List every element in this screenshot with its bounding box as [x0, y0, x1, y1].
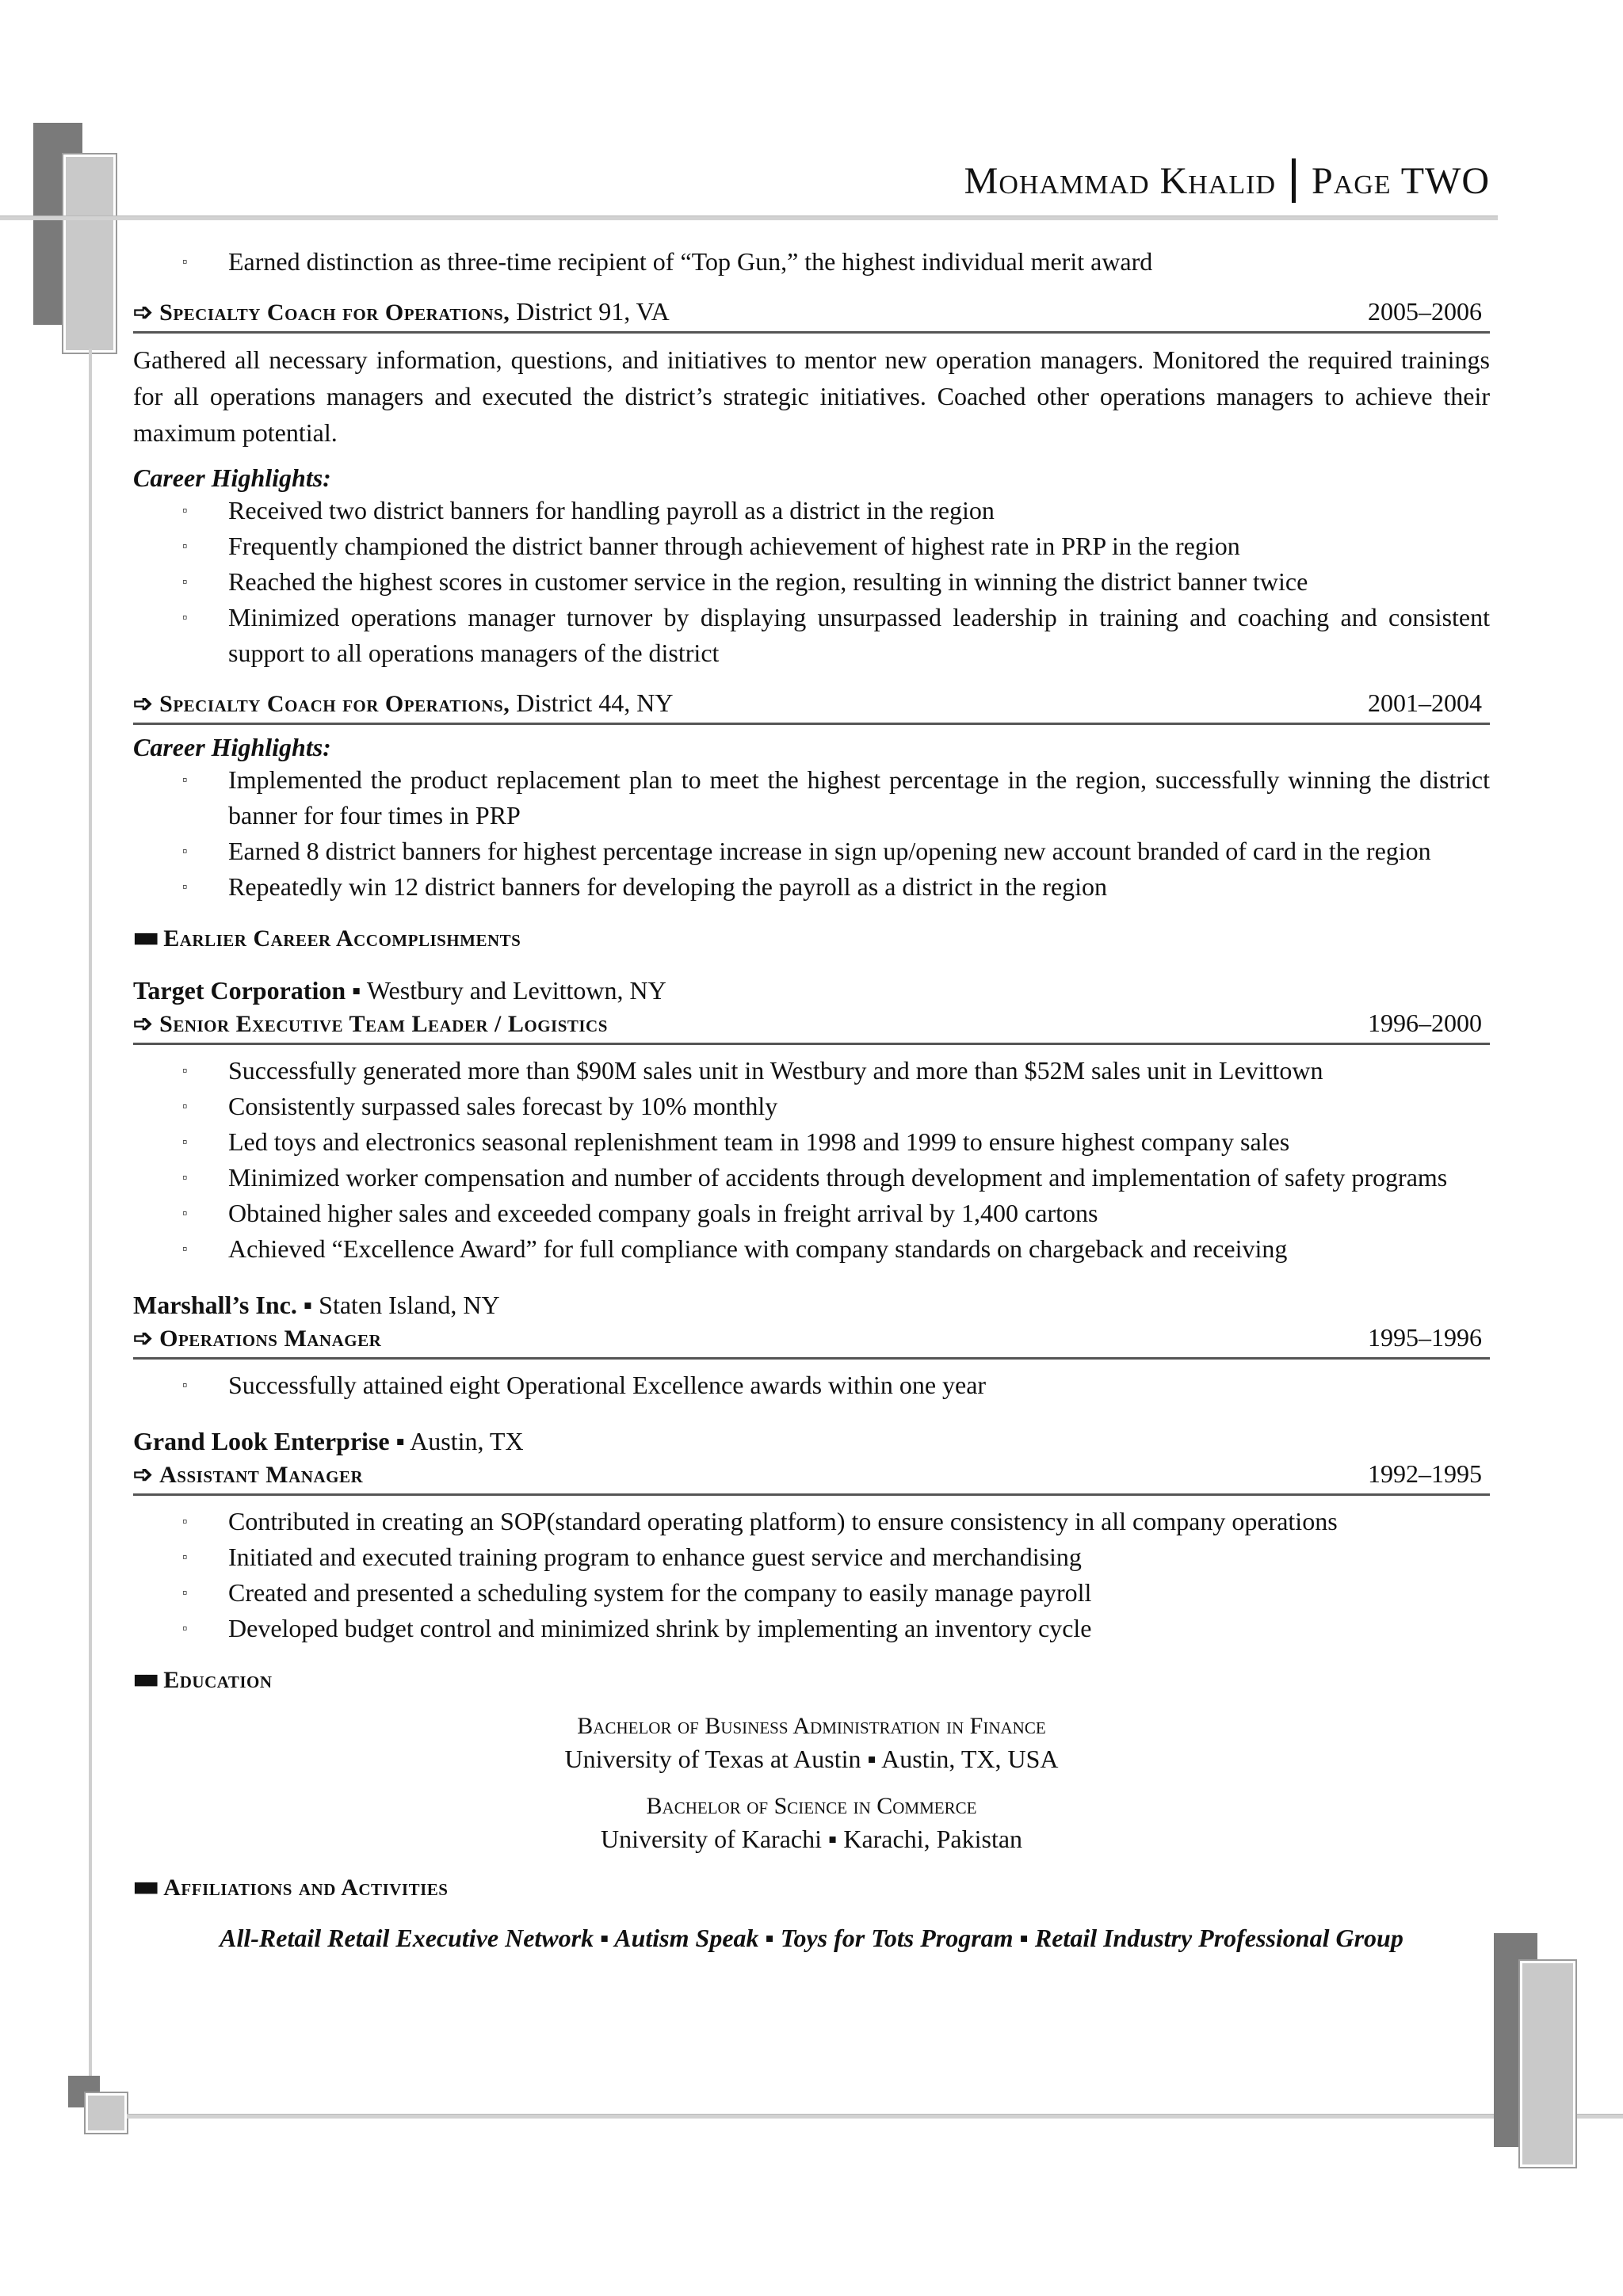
list-item: ▫ Obtained higher sales and exceeded company goals in freight arrival by 1,400 cartons [133, 1196, 1490, 1231]
list-item: ▫ Successfully generated more than $90M sales unit in Westbury and more than $52M sales unit in Levittown [133, 1053, 1490, 1089]
page-header [964, 158, 1490, 203]
bullet-icon: ▫ [182, 609, 188, 625]
bullet-icon: ▫ [182, 1098, 188, 1114]
company-line [133, 976, 1490, 1005]
arrow-icon: ➩ [133, 299, 154, 326]
section-squares-icon: ■■ [133, 1875, 156, 1901]
company-name: Grand Look Enterprise [133, 1427, 390, 1455]
bullet-icon: ▫ [182, 879, 188, 894]
corner-block-light-bottom-right [1520, 1961, 1575, 2167]
job-dates: 1995–1996 [1368, 1323, 1482, 1352]
school: University of Karachi ▪ Karachi, Pakistan [600, 1825, 1023, 1853]
section-squares-icon: ■■ [133, 1667, 156, 1693]
arrow-icon: ➩ [133, 1325, 154, 1352]
section-heading-affiliations: ■■ Affiliations and Activities [133, 1875, 449, 1901]
job-dates: 2005–2006 [1368, 297, 1482, 326]
job-bullet-list [133, 493, 1490, 671]
arrow-icon: ➩ [133, 1462, 154, 1488]
list-item: ▫ Repeatedly win 12 district banners for developing the payroll as a district in the region [133, 869, 1490, 905]
section-heading-earlier-career: ■■ Earlier Career Accomplishments [133, 925, 521, 952]
job-title: Specialty Coach for Operations, [159, 691, 510, 717]
list-item: ▫ Earned 8 district banners for highest percentage increase in sign up/opening new account branded of card in the region [133, 833, 1490, 869]
company-line [133, 1427, 1490, 1456]
job-divider [133, 1357, 1490, 1360]
bullet-icon: ▫ [182, 1585, 188, 1600]
job-bullet-list [133, 1367, 1490, 1403]
header-name: Mohammad Khalid [964, 159, 1276, 202]
list-item: ▫ Developed budget control and minimized shrink by implementing an inventory cycle [133, 1611, 1490, 1646]
job-dates: 1992–1995 [1368, 1459, 1482, 1488]
job-bullet-list [133, 762, 1490, 905]
left-margin-line [89, 349, 92, 2100]
job-divider [133, 723, 1490, 725]
bullet-icon: ▫ [182, 254, 188, 269]
job-header [133, 1323, 1490, 1352]
company-name: Marshall’s Inc. [133, 1291, 297, 1319]
section-heading-education: ■■ Education [133, 1667, 273, 1693]
bullet-icon: ▫ [182, 1169, 188, 1185]
bullet-icon: ▫ [182, 502, 188, 518]
bullet-icon: ▫ [182, 1134, 188, 1150]
job-header [133, 1009, 1490, 1038]
list-item: ▫ Initiated and executed training program to enhance guest service and merchandising [133, 1539, 1490, 1575]
bullet-icon: ▫ [182, 1513, 188, 1529]
list-item: ▫ Received two district banners for handling payroll as a district in the region [133, 493, 1490, 528]
top-bullet-list [133, 244, 1490, 280]
dot-separator: ▪ [395, 1427, 405, 1455]
dot-separator: ▪ [303, 1291, 313, 1319]
job-divider [133, 1043, 1490, 1045]
company-location: Austin, TX [410, 1427, 524, 1455]
list-item: ▫ Minimized worker compensation and number of accidents through development and implementation of safety programs [133, 1160, 1490, 1196]
corner-block-light-top-left [63, 154, 116, 353]
job-divider [133, 1493, 1490, 1496]
job-title: Specialty Coach for Operations, [159, 299, 510, 326]
section-squares-icon: ■■ [133, 925, 156, 952]
affiliations-list: All-Retail Retail Executive Network ▪ Autism Speak ▪ Toys for Tots Program ▪ Retail Industry Professional Group [220, 1924, 1403, 1952]
list-item: ▫ Implemented the product replacement plan to meet the highest percentage in the region, successfully winning the district banner for four times in PRP [133, 762, 1490, 833]
job-location: District 91, VA [516, 297, 670, 326]
company-location: Staten Island, NY [319, 1291, 500, 1319]
job-bullet-list [133, 1053, 1490, 1267]
arrow-icon: ➩ [133, 691, 154, 717]
bullet-icon: ▫ [182, 843, 188, 859]
bullet-icon: ▫ [182, 1620, 188, 1636]
education-item [133, 1793, 1490, 1854]
company-name: Target Corporation [133, 976, 346, 1005]
list-item: ▫ Reached the highest scores in customer service in the region, resulting in winning the district banner twice [133, 564, 1490, 600]
header-separator [1292, 158, 1296, 203]
resume-content [133, 244, 1490, 1953]
job-title: Senior Executive Team Leader / Logistics [159, 1011, 608, 1037]
job-divider [133, 331, 1490, 334]
bullet-icon: ▫ [182, 1062, 188, 1078]
company-line [133, 1291, 1490, 1320]
job-header [133, 1459, 1490, 1489]
degree: Bachelor of Science in Commerce [646, 1793, 977, 1819]
bullet-icon: ▫ [182, 574, 188, 589]
job-header [133, 688, 1490, 718]
job-title: Assistant Manager [159, 1462, 364, 1488]
job-bullet-list [133, 1504, 1490, 1646]
job-dates: 1996–2000 [1368, 1009, 1482, 1037]
bullet-icon: ▫ [182, 1377, 188, 1393]
list-item: ▫ Frequently championed the district banner through achievement of highest rate in PRP in the region [133, 528, 1490, 564]
header-rule [0, 215, 1498, 220]
degree: Bachelor of Business Administration in Finance [577, 1713, 1046, 1739]
header-page: Page TWO [1312, 159, 1490, 202]
bullet-icon: ▫ [182, 1205, 188, 1221]
corner-block-light-bottom-left [86, 2093, 127, 2133]
job-description: Gathered all necessary information, questions, and initiatives to mentor new operation managers. Monitored the required trainings for all operations managers and executed the district’s strategic initiatives. Coached other operations managers to achieve their maximum potential. [133, 345, 1490, 447]
arrow-icon: ➩ [133, 1011, 154, 1037]
dot-separator: ▪ [352, 976, 361, 1005]
list-item: ▫ Led toys and electronics seasonal replenishment team in 1998 and 1999 to ensure highest company sales [133, 1124, 1490, 1160]
job-dates: 2001–2004 [1368, 688, 1482, 717]
job-location: District 44, NY [516, 688, 674, 717]
list-item: ▫ Minimized operations manager turnover by displaying unsurpassed leadership in training and coaching and consistent support to all operations managers of the district [133, 600, 1490, 671]
list-item: ▫ Successfully attained eight Operational Excellence awards within one year [133, 1367, 1490, 1403]
bullet-icon: ▫ [182, 772, 188, 788]
job-title: Operations Manager [159, 1325, 382, 1352]
list-item: ▫ Earned distinction as three-time recipient of “Top Gun,” the highest individual merit award [133, 244, 1490, 280]
highlights-label: Career Highlights: [133, 733, 331, 761]
education-item [133, 1713, 1490, 1774]
list-item: ▫ Consistently surpassed sales forecast by 10% monthly [133, 1089, 1490, 1124]
job-header [133, 297, 1490, 326]
list-item: ▫ Contributed in creating an SOP(standard operating platform) to ensure consistency in all company operations [133, 1504, 1490, 1539]
footer-rule [127, 2114, 1623, 2119]
highlights-label: Career Highlights: [133, 463, 331, 492]
school: University of Texas at Austin ▪ Austin, TX, USA [564, 1745, 1059, 1773]
bullet-icon: ▫ [182, 1549, 188, 1565]
company-location: Westbury and Levittown, NY [366, 976, 666, 1005]
list-item: ▫ Created and presented a scheduling system for the company to easily manage payroll [133, 1575, 1490, 1611]
list-item: ▫ Achieved “Excellence Award” for full compliance with company standards on chargeback and receiving [133, 1231, 1490, 1267]
bullet-icon: ▫ [182, 538, 188, 554]
bullet-icon: ▫ [182, 1241, 188, 1257]
